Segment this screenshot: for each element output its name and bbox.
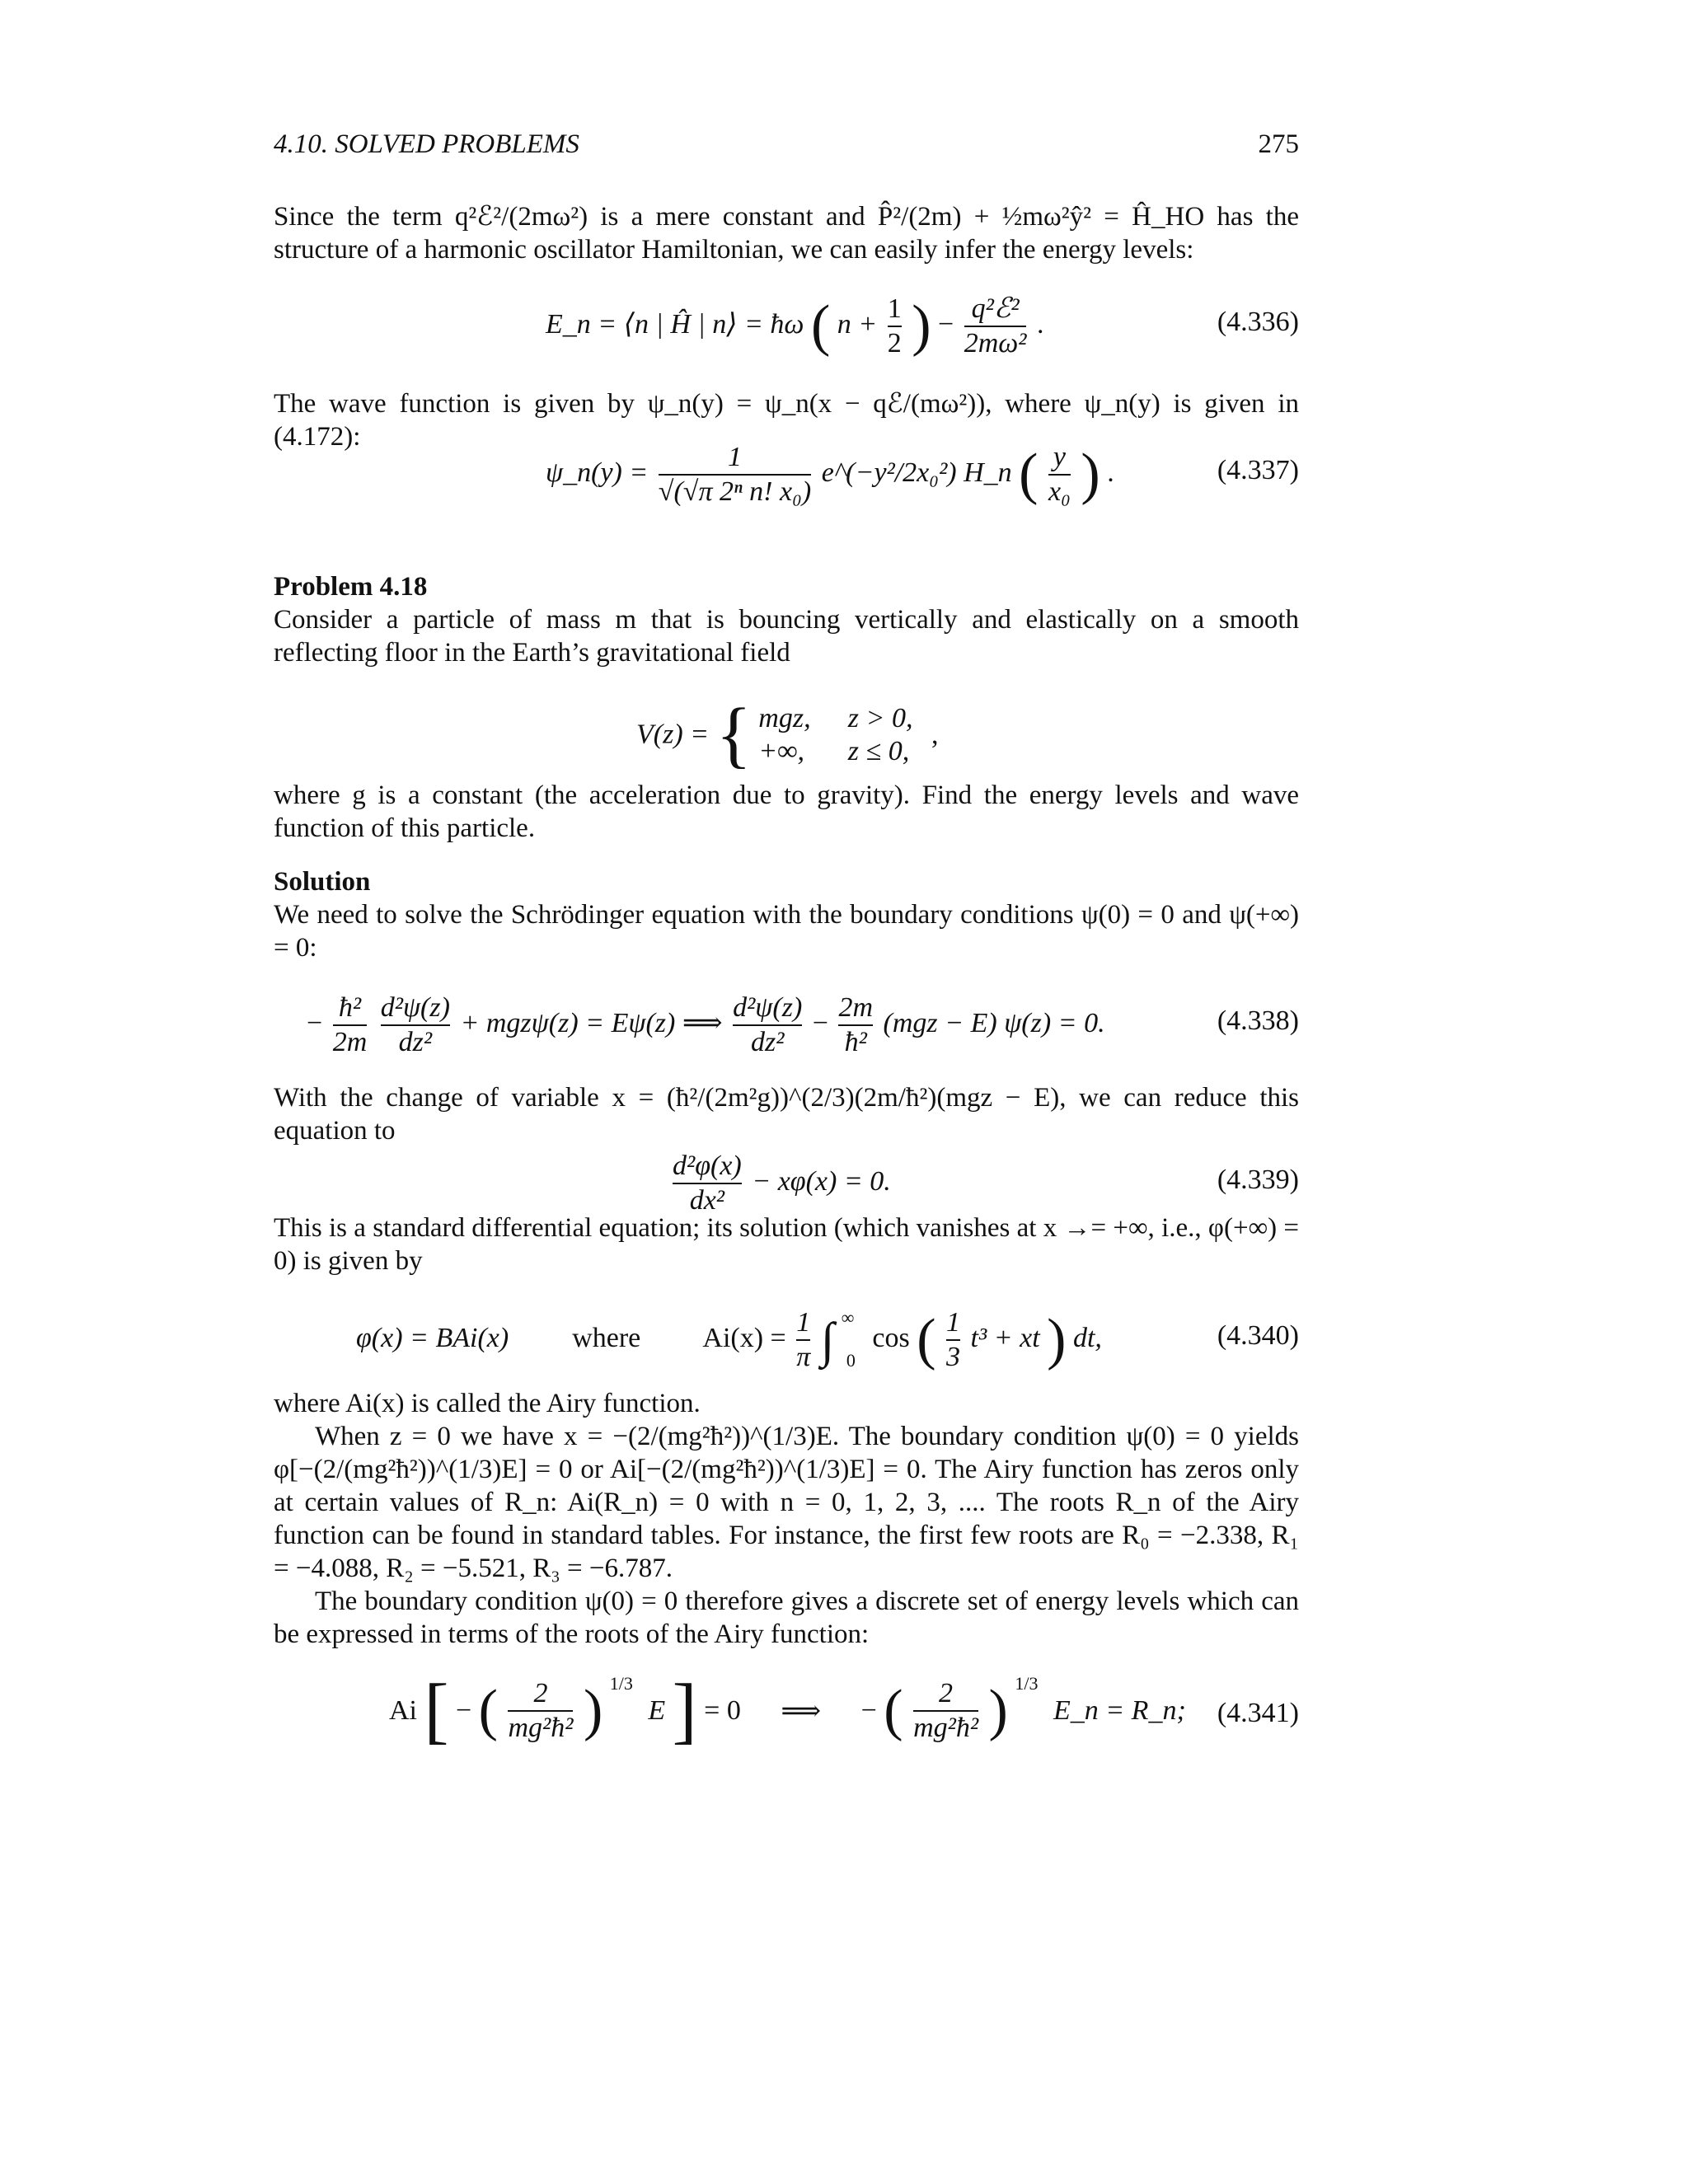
fraction-shift: [964, 293, 1027, 360]
frac-num: d²ψ(z): [380, 992, 450, 1023]
frac-num: 1: [796, 1307, 811, 1338]
frac-den: dx²: [673, 1183, 742, 1217]
paren-close: ): [912, 294, 931, 358]
eq-lhs: ψ_n(y) =: [546, 457, 649, 488]
fraction-energy-scale-2: [913, 1677, 978, 1745]
frac-den: dz²: [381, 1024, 450, 1059]
eq-rhs: − xφ(x) = 0.: [752, 1165, 891, 1197]
potential-end: ,: [931, 719, 939, 750]
fraction-second-derivative: [381, 991, 450, 1059]
equation-number: (4.341): [1217, 1698, 1299, 1728]
paren-open: (: [917, 1308, 936, 1371]
energy-symbol: E: [648, 1695, 666, 1727]
eq-rhs: (mgz − E) ψ(z) = 0.: [883, 1007, 1105, 1038]
integral-lower: 0: [846, 1349, 856, 1371]
solution-title: Solution: [274, 867, 371, 897]
equation-4-337: [274, 437, 1299, 507]
equation-number: (4.339): [1217, 1165, 1299, 1195]
paren-close-2: ): [988, 1679, 1008, 1743]
running-header: [274, 124, 1299, 165]
frac-den: mg²ħ²: [508, 1710, 573, 1745]
case-1-cond: z > 0,: [847, 702, 913, 733]
solution-paragraph-2: With the change of variable x = (ħ²/(2m²g))^(2/3)(2m/ħ²)(mgz − E), we can reduce this equation to: [274, 1083, 1299, 1146]
potential-cases: [758, 702, 912, 768]
frac-den: π: [796, 1339, 810, 1374]
paren-close: ): [1047, 1308, 1067, 1371]
airy-lhs: Ai(x) =: [702, 1322, 786, 1353]
eq-mid: + mgzψ(z) = Eψ(z) ⟹: [460, 1007, 723, 1038]
frac-num: d²φ(x): [673, 1151, 742, 1181]
dt: dt,: [1072, 1322, 1102, 1353]
eq-lhs: φ(x) = BAi(x): [356, 1322, 509, 1353]
frac-num: 2: [533, 1678, 548, 1709]
normalization-fraction: [659, 441, 811, 509]
paren-open: (: [810, 294, 831, 358]
frac-num: y: [1053, 442, 1066, 472]
frac-num: 1: [728, 442, 743, 472]
integral-sign: ∫: [820, 1313, 835, 1367]
solution-paragraph-1: We need to solve the Schrödinger equation with the boundary conditions ψ(0) = 0 and ψ(+∞) = 0:: [274, 900, 1299, 963]
minus-sign: −: [938, 308, 954, 340]
eq-rhs: e^(−y²/2x₀²) H_n: [821, 457, 1012, 488]
frac-num: 2: [939, 1678, 954, 1709]
bracket-close: ]: [672, 1670, 697, 1752]
eq-end: .: [1107, 457, 1114, 488]
section-title: 4.10. SOLVED PROBLEMS: [274, 129, 579, 159]
problem-title: Problem 4.18: [274, 572, 428, 602]
integrand: t³ + xt: [970, 1322, 1040, 1353]
equals-zero: = 0: [704, 1695, 741, 1727]
cos-word: cos: [872, 1322, 910, 1353]
paren-close: ): [1081, 443, 1100, 506]
minus-sign: −: [455, 1695, 472, 1727]
eq-rhs: E_n = R_n;: [1053, 1695, 1186, 1727]
frac-den: 2: [888, 326, 902, 360]
paren-open-2: (: [884, 1679, 903, 1743]
argument-fraction: [1048, 441, 1071, 509]
fraction-one-over-pi: [796, 1306, 810, 1374]
problem-statement-2: where g is a constant (the acceleration due to gravity). Find the energy levels and wave function of this particle.: [274, 780, 1299, 843]
equation-number: (4.340): [1217, 1320, 1299, 1351]
frac-num: 2m: [838, 992, 874, 1023]
exponent: 1/3: [609, 1673, 633, 1694]
minus-sign: −: [307, 1007, 323, 1038]
integral-upper: ∞: [841, 1306, 855, 1328]
paren-close: ): [583, 1679, 603, 1743]
equation-4-341: [274, 1670, 1299, 1755]
eq-lhs: E_n = ⟨n | Ĥ | n⟩ = ħω: [546, 308, 804, 340]
left-brace: {: [715, 694, 752, 776]
frac-num: 1: [887, 293, 902, 324]
case-1: [758, 702, 912, 735]
case-1-expr: mgz,: [758, 702, 811, 733]
solution-paragraph-5: When z = 0 we have x = −(2/(mg²ħ²))^(1/3)E. The boundary condition ψ(0) = 0 yields φ[−(2/(mg²ħ²))^(1/3)E] = 0 or Ai[−(2/(mg²ħ²))^(1/3)E] = 0. The Airy function has zeros only at certain values of R_n: Ai(R_n) = 0 with n = 0, 1, 2, 3, .... The roots R_n of the Airy function can be found in standard tables. For instance, the first few roots are R₀ = −2.338, R₁ = −4.088, R₂ = −5.521, R₃ = −6.787.: [274, 1422, 1299, 1583]
potential-definition: [274, 692, 1299, 775]
frac-num: 1: [946, 1307, 961, 1338]
fraction-one-third: [946, 1306, 960, 1374]
frac-den: 2m: [333, 1024, 368, 1059]
paragraph-wavefunction: The wave function is given by ψ_n(y) = ψ_n(x − qℰ/(mω²)), where ψ_n(y) is given in (4.172):: [274, 389, 1299, 452]
case-2-cond: z ≤ 0,: [847, 735, 910, 766]
fraction-2m-hbar: [838, 991, 873, 1059]
frac-den: dz²: [733, 1024, 802, 1059]
frac-den: 2mω²: [964, 326, 1027, 360]
equation-4-336: [274, 288, 1299, 359]
fraction-second-derivative-2: [733, 991, 802, 1059]
bracket-open: [: [424, 1670, 449, 1752]
exponent-2: 1/3: [1015, 1673, 1039, 1694]
case-2: [758, 735, 912, 768]
minus-sign-2: −: [860, 1695, 877, 1727]
equation-4-340: [274, 1302, 1299, 1372]
case-2-expr: +∞,: [758, 735, 804, 766]
paren-open: (: [478, 1679, 498, 1743]
paragraph-intro: Since the term q²ℰ²/(2mω²) is a mere constant and P̂²/(2m) + ½mω²ŷ² = Ĥ_HO has the structure of a harmonic oscillator Hamiltonian, we can easily infer the energy levels:: [274, 202, 1299, 265]
solution-paragraph-4: where Ai(x) is called the Airy function.: [274, 1389, 701, 1418]
paren-open: (: [1019, 443, 1039, 506]
equation-4-338: [274, 987, 1299, 1057]
page: [274, 0, 1299, 2184]
fraction-hbar: [333, 991, 368, 1059]
solution-paragraph-3: This is a standard differential equation; its solution (which vanishes at x →= +∞, i.e., φ(+∞) = 0) is given by: [274, 1213, 1299, 1276]
fraction-half: [888, 293, 902, 360]
minus-sign-2: −: [812, 1007, 828, 1038]
page-number: 275: [1258, 129, 1299, 159]
where-word: where: [572, 1322, 641, 1353]
solution-paragraph-6: The boundary condition ψ(0) = 0 therefore gives a discrete set of energy levels which can be expressed in terms of the roots of the Airy function:: [274, 1586, 1299, 1649]
problem-statement: Consider a particle of mass m that is bouncing vertically and elastically on a smooth reflecting floor in the Earth’s gravitational field: [274, 605, 1299, 668]
equation-number: (4.336): [1217, 307, 1299, 337]
frac-num: q²ℰ²: [971, 293, 1020, 324]
frac-num: d²ψ(z): [733, 992, 803, 1023]
eq-mid: n +: [837, 308, 878, 340]
frac-den: ħ²: [838, 1024, 873, 1059]
frac-den: x₀: [1048, 474, 1071, 509]
frac-den: 3: [946, 1339, 960, 1374]
airy-label: Ai: [389, 1695, 417, 1727]
fraction-energy-scale: [508, 1677, 573, 1745]
implies-arrow: ⟹: [781, 1696, 822, 1727]
frac-den: √(√π 2ⁿ n! x₀): [659, 474, 811, 509]
equation-number: (4.337): [1217, 455, 1299, 485]
potential-lhs: V(z) =: [636, 719, 710, 750]
eq-end: .: [1036, 308, 1044, 340]
frac-den: mg²ħ²: [913, 1710, 978, 1745]
fraction-phi-derivative: [673, 1150, 742, 1217]
equation-number: (4.338): [1217, 1005, 1299, 1036]
equation-4-339: [274, 1150, 1299, 1216]
frac-num: ħ²: [338, 992, 362, 1023]
